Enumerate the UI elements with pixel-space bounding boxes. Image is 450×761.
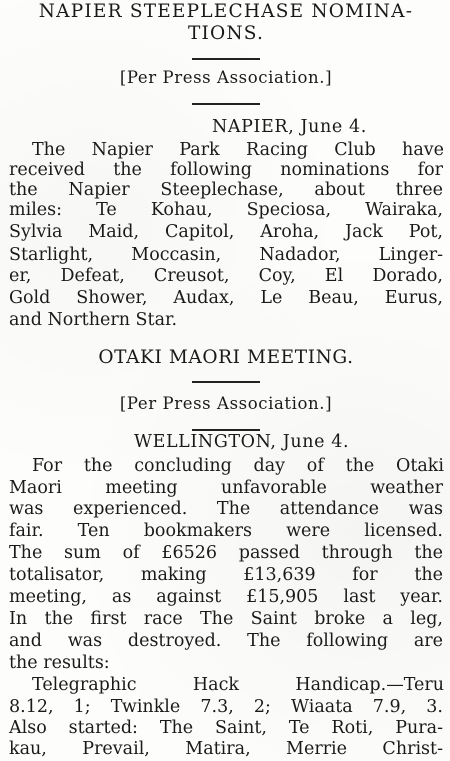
body-line: and Northern Star.: [9, 310, 178, 330]
divider-rule: [192, 103, 260, 105]
body-line: the Napier Steeplechase, about three: [9, 180, 443, 200]
credit-line: [Per Press Association.]: [119, 68, 333, 87]
divider-rule: [192, 381, 260, 383]
dateline: WELLINGTON, June 4.: [134, 432, 350, 452]
body-line: Also started: The Saint, Te Roti, Pura-: [9, 718, 443, 738]
body-line: In the first race The Saint broke a leg,: [9, 609, 443, 629]
body-line: er, Defeat, Creusot, Coy, El Dorado,: [9, 266, 443, 286]
body-line: totalisator, making £13,639 for the: [9, 565, 443, 585]
body-line: and was destroyed. The following are: [9, 631, 443, 651]
body-line: Sylvia Maid, Capitol, Aroha, Jack Pot,: [9, 222, 443, 242]
body-line: kau, Prevail, Matira, Merrie Christ-: [9, 739, 443, 759]
body-line: received the following nominations for: [9, 160, 443, 180]
body-line: Telegraphic Hack Handicap.—Teru: [32, 675, 444, 695]
divider-rule: [192, 58, 260, 60]
headline-otaki: OTAKI MAORI MEETING.: [98, 347, 354, 368]
headline-line-1: NAPIER STEEPLECHASE NOMINA-: [38, 1, 414, 22]
headline-line-2: TIONS.: [187, 23, 265, 44]
body-line: For the concluding day of the Otaki: [32, 456, 444, 476]
body-line: Starlight, Moccasin, Nadador, Linger-: [9, 245, 443, 265]
dateline: NAPIER, June 4.: [212, 117, 367, 137]
body-line: 8.12, 1; Twinkle 7.3, 2; Wiaata 7.9, 3.: [9, 697, 443, 717]
body-line: the results:: [9, 653, 110, 673]
divider-rule: [192, 429, 260, 431]
body-line: The sum of £6526 passed through the: [9, 543, 443, 563]
credit-line: [Per Press Association.]: [119, 394, 333, 413]
body-line: Maori meeting unfavorable weather: [9, 478, 443, 498]
body-line: meeting, as against £15,905 last year.: [9, 587, 443, 607]
body-line: fair. Ten bookmakers were licensed.: [9, 521, 443, 541]
body-line: The Napier Park Racing Club have: [32, 140, 444, 160]
body-line: Gold Shower, Audax, Le Beau, Eurus,: [9, 288, 443, 308]
body-line: miles: Te Kohau, Speciosa, Wairaka,: [9, 200, 443, 220]
body-line: was experienced. The attendance was: [9, 499, 443, 519]
